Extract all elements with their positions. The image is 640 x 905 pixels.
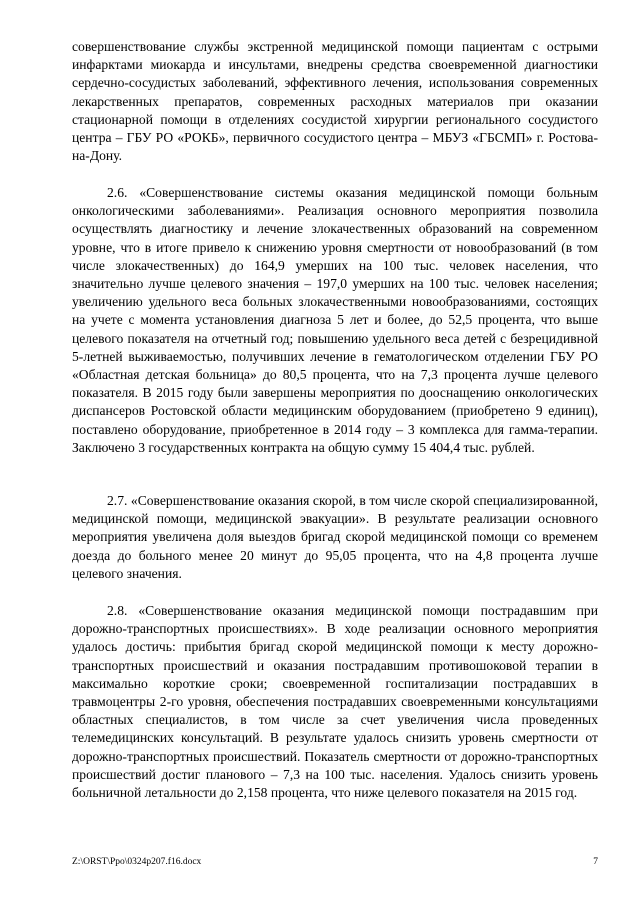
- paragraph-2-7: [72, 492, 598, 583]
- paragraph-text: 2.7. «Совершенствование оказания скорой, в том числе скорой специализированной, медицинской помощи, медицинской эвакуации». В результате реализации основного мероприятия увеличена доля выездов бригад скорой медицинской помощи со временем доезда до больного менее 20 минут до 95,05 процента, что на 4,8 процента лучше целевого значения.: [72, 493, 598, 581]
- paragraph-text: совершенствование службы экстренной медицинской помощи пациентам с острыми инфарктами миокарда и инсультами, внедрены средства своевременной диагностики сердечно-сосудистых заболеваний, эффективного лечения, использования современных лекарственных препаратов, современных расходных материалов при оказании стационарной помощи в отделениях сосудистой хирургии регионального сосудистого центра – ГБУ РО «РОКБ», первичного сосудистого центра – МБУЗ «ГБСМП» г. Ростова-на-Дону.: [72, 39, 598, 164]
- paragraph-2-6: [72, 184, 598, 457]
- paragraph-2-8: [72, 602, 598, 802]
- file-path: Z:\ORST\Ppo\0324p207.f16.docx: [72, 857, 202, 867]
- paragraph-text: 2.8. «Совершенствование оказания медицинской помощи пострадавшим при дорожно-транспортных происшествиях». В ходе реализации основного мероприятия удалось достичь: прибытия бригад скорой медицинской помощи к месту дорожно-транспортных происшествий и оказания пострадавшим противошоковой терапии в максимально короткие сроки; своевременной госпитализации пострадавших в травмоцентры 2-го уровня, обеспечения пострадавших своевременными консультациями областных специалистов, в том числе за счет увеличения числа проведенных телемедицинских консультаций. В результате удалось снизить уровень смертности от дорожно-транспортных происшествий. Показатель смертности от дорожно-транспортных происшествий достиг планового – 7,3 на 100 тыс. населения. Удалось снизить уровень больничной летальности до 2,158 процента, что ниже целевого показателя на 2015 год.: [72, 603, 598, 801]
- page-number: 7: [593, 857, 598, 867]
- paragraph-continuation: [72, 38, 598, 165]
- paragraph-text: 2.6. «Совершенствование системы оказания медицинской помощи больным онкологическими заболеваниями». Реализация основного мероприятия позволила осуществлять диагностику и лечение злокачественных образований на современном уровне, что в итоге привело к снижению уровня смертности от новообразований (в том числе злокачественных) до 164,9 умерших на 100 тыс. человек населения, что значительно лучше целевого значения – 197,0 умерших на 100 тыс. человек населения; увеличению удельного веса больных злокачественными новообразованиями, состоящих на учете с момента установления диагноза 5 лет и более, до 52,5 процента, что выше целевого показателя на отчетный год; повышению удельного веса детей с безрецидивной 5-летней выживаемостью, получивших лечение в гематологическом отделении ГБУ РО «Областная детская больница» до 80,5 процента, что на 7,3 процента лучше целевого показателя. В 2015 году были завершены мероприятия по дооснащению онкологических диспансеров Ростовской области медицинским оборудованием (приобретено 9 единиц), поставлено оборудование, приобретенное в 2014 году – 3 комплекса для гамма-терапии. Заключено 3 государственных контракта на общую сумму 15 404,4 тыс. рублей.: [72, 185, 598, 455]
